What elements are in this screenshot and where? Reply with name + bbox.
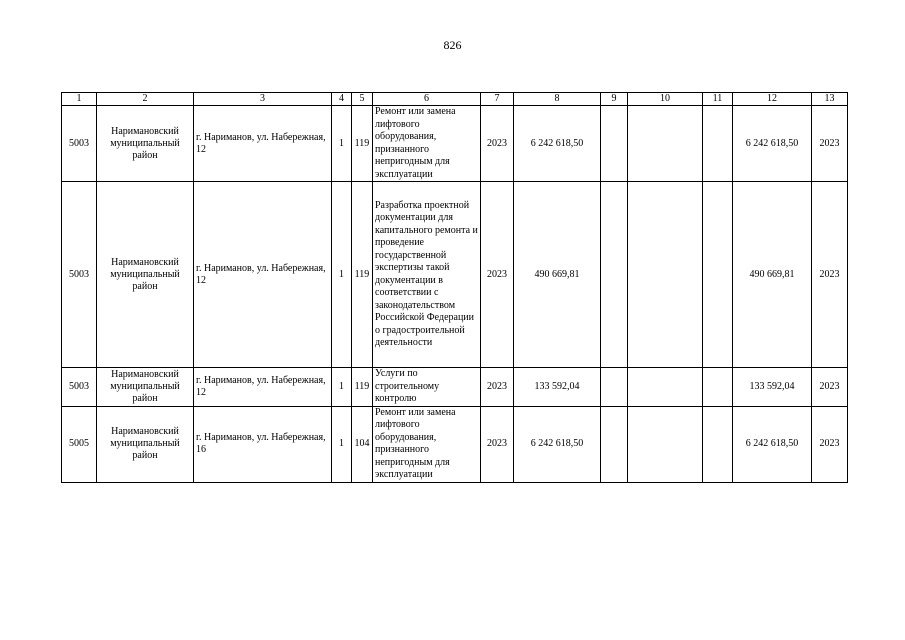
code-cell: 119 bbox=[352, 106, 373, 182]
object-code-cell: 5003 bbox=[62, 106, 97, 182]
empty-cell bbox=[703, 182, 733, 368]
column-number-row bbox=[62, 93, 848, 106]
column-header: 8 bbox=[514, 93, 601, 106]
column-header: 10 bbox=[628, 93, 703, 106]
work-type-cell: Ремонт или замена лифтового оборудования, признанного непригодным для эксплуатации bbox=[373, 106, 481, 182]
count-cell: 1 bbox=[332, 368, 352, 407]
code-cell: 119 bbox=[352, 182, 373, 368]
cost-cell: 6 242 618,50 bbox=[514, 406, 601, 482]
municipality-cell: Наримановский муниципальный район bbox=[97, 368, 194, 407]
empty-cell bbox=[601, 406, 628, 482]
table-row bbox=[62, 406, 848, 482]
empty-cell bbox=[601, 182, 628, 368]
column-header: 12 bbox=[733, 93, 812, 106]
municipality-cell: Наримановский муниципальный район bbox=[97, 406, 194, 482]
year-cell: 2023 bbox=[481, 368, 514, 407]
code-cell: 119 bbox=[352, 368, 373, 407]
column-header: 2 bbox=[97, 93, 194, 106]
cost-cell: 6 242 618,50 bbox=[514, 106, 601, 182]
column-header: 1 bbox=[62, 93, 97, 106]
cost-cell: 490 669,81 bbox=[514, 182, 601, 368]
completion-year-cell: 2023 bbox=[812, 368, 848, 407]
table-row bbox=[62, 182, 848, 368]
completion-year-cell: 2023 bbox=[812, 106, 848, 182]
count-cell: 1 bbox=[332, 406, 352, 482]
address-cell: г. Нариманов, ул. Набережная, 12 bbox=[194, 368, 332, 407]
total-cost-cell: 490 669,81 bbox=[733, 182, 812, 368]
empty-cell bbox=[601, 106, 628, 182]
table-row bbox=[62, 106, 848, 182]
year-cell: 2023 bbox=[481, 106, 514, 182]
object-code-cell: 5005 bbox=[62, 406, 97, 482]
empty-cell bbox=[628, 106, 703, 182]
empty-cell bbox=[601, 368, 628, 407]
empty-cell bbox=[703, 406, 733, 482]
column-header: 3 bbox=[194, 93, 332, 106]
column-header: 4 bbox=[332, 93, 352, 106]
empty-cell bbox=[628, 406, 703, 482]
column-header: 11 bbox=[703, 93, 733, 106]
count-cell: 1 bbox=[332, 106, 352, 182]
total-cost-cell: 6 242 618,50 bbox=[733, 106, 812, 182]
table-row bbox=[62, 368, 848, 407]
column-header: 13 bbox=[812, 93, 848, 106]
empty-cell bbox=[628, 368, 703, 407]
address-cell: г. Нариманов, ул. Набережная, 12 bbox=[194, 106, 332, 182]
page-number: 826 bbox=[443, 38, 462, 52]
code-cell: 104 bbox=[352, 406, 373, 482]
object-code-cell: 5003 bbox=[62, 182, 97, 368]
capital-repair-table bbox=[61, 92, 848, 483]
empty-cell bbox=[703, 368, 733, 407]
completion-year-cell: 2023 bbox=[812, 406, 848, 482]
total-cost-cell: 133 592,04 bbox=[733, 368, 812, 407]
empty-cell bbox=[628, 182, 703, 368]
cost-cell: 133 592,04 bbox=[514, 368, 601, 407]
empty-cell bbox=[703, 106, 733, 182]
year-cell: 2023 bbox=[481, 182, 514, 368]
municipality-cell: Наримановский муниципальный район bbox=[97, 182, 194, 368]
total-cost-cell: 6 242 618,50 bbox=[733, 406, 812, 482]
column-header: 6 bbox=[373, 93, 481, 106]
count-cell: 1 bbox=[332, 182, 352, 368]
work-type-cell: Ремонт или замена лифтового оборудования, признанного непригодным для эксплуатации bbox=[373, 406, 481, 482]
year-cell: 2023 bbox=[481, 406, 514, 482]
column-header: 5 bbox=[352, 93, 373, 106]
municipality-cell: Наримановский муниципальный район bbox=[97, 106, 194, 182]
column-header: 9 bbox=[601, 93, 628, 106]
object-code-cell: 5003 bbox=[62, 368, 97, 407]
work-type-cell: Разработка проектной документации для капитального ремонта и проведение государственной экспертизы такой документации в соответствии с законодательством Российской Федерации о градостроительной деятельности bbox=[373, 182, 481, 368]
completion-year-cell: 2023 bbox=[812, 182, 848, 368]
column-header: 7 bbox=[481, 93, 514, 106]
address-cell: г. Нариманов, ул. Набережная, 12 bbox=[194, 182, 332, 368]
work-type-cell: Услуги по строительному контролю bbox=[373, 368, 481, 407]
address-cell: г. Нариманов, ул. Набережная, 16 bbox=[194, 406, 332, 482]
